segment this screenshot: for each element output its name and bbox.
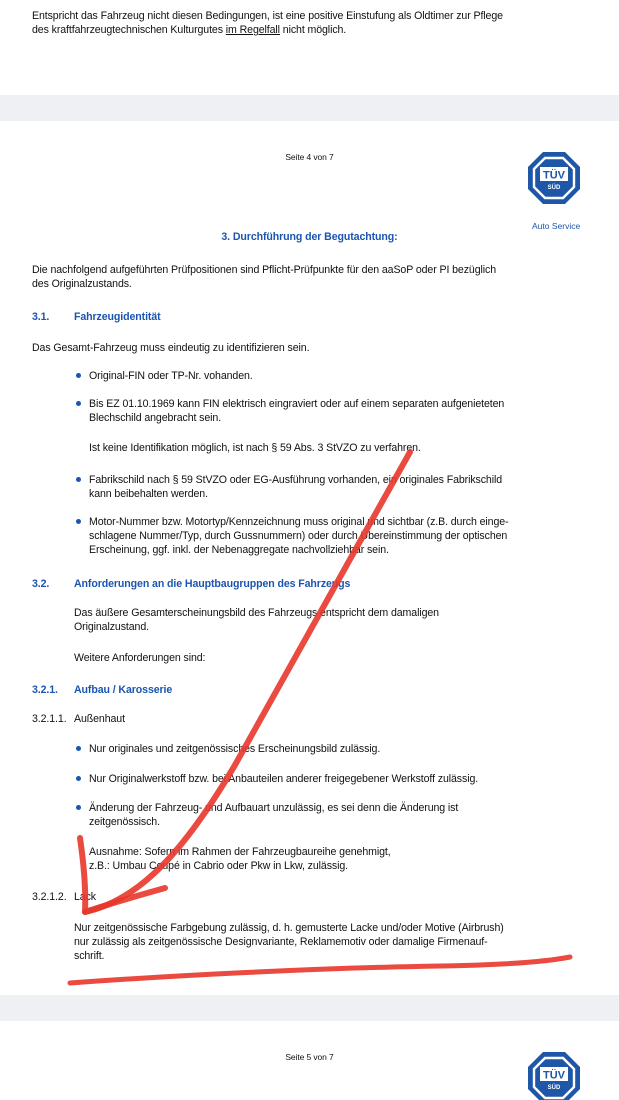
- subsection-title: Außenhaut: [74, 713, 125, 725]
- list-item: Erscheinung, ggf. inkl. der Nebenaggregate nachvollziehbar sein.: [89, 544, 389, 556]
- underlined-phrase: im Regelfall: [225, 24, 280, 36]
- list-item: Blechschild angebracht sein.: [89, 412, 222, 424]
- intro-line: des Originalzustands.: [32, 278, 132, 290]
- page-3-fragment: [0, 0, 619, 95]
- section-heading: 3. Durchführung der Begutachtung:: [221, 231, 398, 243]
- logo-subtext: SÜD: [547, 1085, 561, 1091]
- list-item-note: Ist keine Identifikation möglich, ist nach § 59 Abs. 3 StVZO zu verfahren.: [89, 442, 421, 454]
- body-text-line: des kraftfahrzeugtechnischen Kulturgutes im Regelfall nicht möglich.: [32, 24, 347, 36]
- list-item: Nur originales und zeitgenössisches Erscheinungsbild zulässig.: [89, 743, 381, 755]
- body-text-line: Das Gesamt-Fahrzeug muss eindeutig zu identifizieren sein.: [32, 342, 310, 354]
- bullet-icon: [76, 373, 81, 378]
- list-item: zeitgenössisch.: [89, 816, 160, 828]
- body-text-line: Nur zeitgenössische Farbgebung zulässig, d. h. gemusterte Lacke und/oder Motive (Airbrush): [74, 922, 504, 934]
- logo-caption: Auto Service: [532, 221, 581, 231]
- section-title: Aufbau / Karosserie: [74, 684, 173, 696]
- section-title: Anforderungen an die Hauptbaugruppen des Fahrzeugs: [74, 578, 351, 590]
- section-title: Fahrzeugidentität: [74, 311, 161, 323]
- list-item: schlagene Nummer/Typ, durch Gussnummern) oder durch Übereinstimmung der optischen: [89, 530, 508, 542]
- logo-subtext: SÜD: [547, 185, 561, 191]
- list-item: Nur Originalwerkstoff bzw. bei Anbauteilen anderer freigegebener Werkstoff zulässig.: [89, 773, 479, 785]
- body-text-line: Originalzustand.: [74, 621, 149, 633]
- bullet-icon: [76, 746, 81, 751]
- bullet-icon: [76, 519, 81, 524]
- tuv-sud-logo-icon: [526, 1050, 582, 1100]
- body-text-line: Entspricht das Fahrzeug nicht diesen Bedingungen, ist eine positive Einstufung als Oldtimer zur Pflege: [32, 10, 503, 22]
- page-4: [0, 121, 619, 995]
- list-item-note: Ausnahme: Sofern im Rahmen der Fahrzeugbaureihe genehmigt,: [89, 846, 391, 858]
- bullet-icon: [76, 776, 81, 781]
- list-item: Motor-Nummer bzw. Motortyp/Kennzeichnung muss original und sichtbar (z.B. durch einge-: [89, 516, 509, 528]
- list-item-note: z.B.: Umbau Coupé in Cabrio oder Pkw in Lkw, zulässig.: [89, 860, 348, 872]
- list-item: kann beibehalten werden.: [89, 488, 208, 500]
- page-number: Seite 5 von 7: [285, 1052, 334, 1062]
- list-item: Änderung der Fahrzeug- und Aufbauart unzulässig, es sei denn die Änderung ist: [89, 802, 459, 814]
- intro-line: Die nachfolgend aufgeführten Prüfpositionen sind Pflicht-Prüfpunkte für den aaSoP oder PI bezüglich: [32, 264, 496, 276]
- subsection-number: 3.2.1.1.: [32, 713, 67, 725]
- body-text-line: Das äußere Gesamterscheinungsbild des Fahrzeugs entspricht dem damaligen: [74, 607, 439, 619]
- list-item: Fabrikschild nach § 59 StVZO oder EG-Ausführung vorhanden, ein originales Fabrikschild: [89, 474, 503, 486]
- subsection-title: Lack: [74, 891, 96, 903]
- list-item: Bis EZ 01.10.1969 kann FIN elektrisch eingraviert oder auf einem separaten aufgenieteten: [89, 398, 505, 410]
- bullet-icon: [76, 401, 81, 406]
- bullet-icon: [76, 805, 81, 810]
- logo-text: TÜV: [543, 1069, 565, 1082]
- section-number: 3.1.: [32, 311, 50, 323]
- page-number: Seite 4 von 7: [285, 152, 334, 162]
- list-item: Original-FIN oder TP-Nr. vohanden.: [89, 370, 253, 382]
- subsection-number: 3.2.1.2.: [32, 891, 67, 903]
- tuv-sud-logo-icon: [526, 150, 582, 206]
- body-text-line: schrift.: [74, 950, 105, 962]
- body-text-line: Weitere Anforderungen sind:: [74, 652, 206, 664]
- section-number: 3.2.1.: [32, 684, 58, 696]
- logo-text: TÜV: [543, 169, 565, 182]
- bullet-icon: [76, 477, 81, 482]
- section-number: 3.2.: [32, 578, 50, 590]
- page-5-fragment: [0, 1021, 619, 1100]
- body-text-line: nur zulässig als zeitgenössische Designvariante, Reklamemotiv oder damalige Firmenauf-: [74, 936, 488, 948]
